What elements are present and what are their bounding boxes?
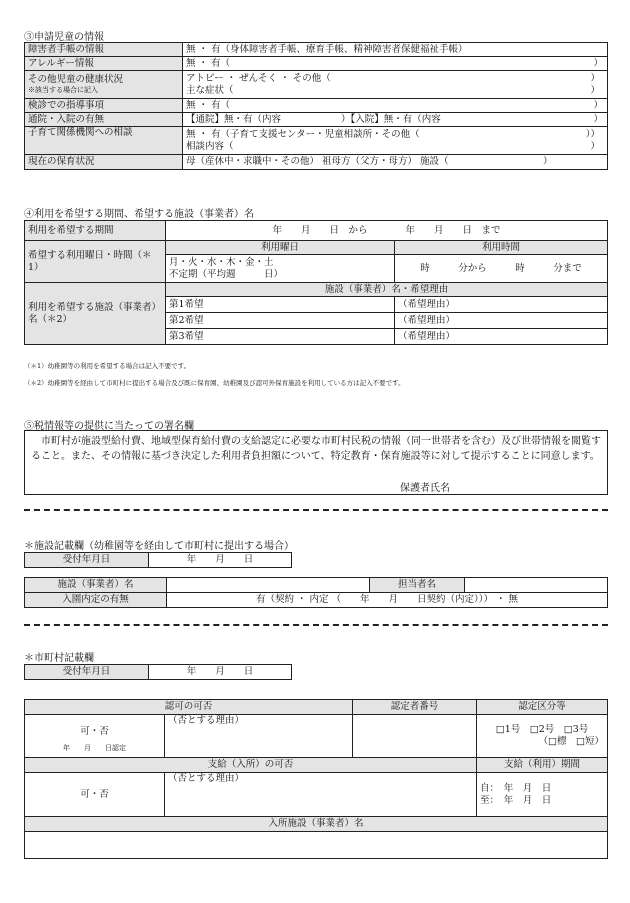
separator-2 [24,624,608,626]
reason-3[interactable]: （希望理由） [395,329,608,345]
header-facility: 施設（事業者）名・希望理由 [166,283,608,297]
choice-2[interactable]: 第2希望 [166,313,395,329]
label-disability: 障害者手帳の情報 [25,43,183,57]
cert-class-header: 認定区分等 [477,700,608,715]
cert-no-value[interactable] [353,715,477,758]
approve-reason[interactable]: （否とする理由） [165,715,353,758]
facility-date-table [24,552,292,568]
header-days: 利用曜日 [166,241,395,255]
value-time[interactable]: 時 分から 時 分まで [395,255,608,283]
approve-value[interactable]: 可・否 年 月 日認定 [25,715,165,758]
city-date-label: 受付年月日 [25,665,149,680]
label-hospital: 通院・入院の有無 [25,113,183,127]
value-allergy[interactable]: 無 ・ 有（ ） [183,57,608,71]
value-health[interactable]: アトピー ・ ぜんそく ・ その他（ ） 主な症状（ ） [183,71,608,99]
staff-value[interactable] [465,578,608,593]
pay-reason[interactable]: （否とする理由） [165,773,477,817]
pay-value[interactable]: 可・否 [25,773,165,817]
label-allergy: アレルギー情報 [25,57,183,71]
header-time: 利用時間 [395,241,608,255]
cert-no-header: 認定者番号 [353,700,477,715]
value-period[interactable]: 年 月 日 から 年 月 日 まで [166,221,608,241]
facility-date-label: 受付年月日 [25,553,149,568]
label-period: 利用を希望する期間 [25,221,166,241]
consent-text: 市町村が施設型給付費、地域型保育給付費の支給認定に必要な市町村民税の情報（同一世帯者を含む）及び世帯情報を閲覧すること。また、その情報に基づき決定した利用者負担額について、特定教育・保育施設等に対して提示することに同意します。 [31,436,601,462]
staff-label: 担当者名 [370,578,465,593]
section3-title: ③申請児童の情報 [24,32,104,43]
admission-label: 入園内定の有無 [25,593,167,608]
label-care: 現在の保育状況 [25,155,183,170]
period-value[interactable]: 自： 年 月 日 至： 年 月 日 [477,773,608,817]
choice-1[interactable]: 第1希望 [166,297,395,313]
choice-3[interactable]: 第3希望 [166,329,395,345]
facility-title: ＊施設記載欄（幼稚園等を経由して市町村に提出する場合） [24,541,294,552]
label-facility: 利用を希望する施設（事業者）名（＊2） [25,283,166,345]
value-days[interactable]: 月・火・水・木・金・土 不定期（平均週 日） [166,255,395,283]
reason-1[interactable]: （希望理由） [395,297,608,313]
value-disability[interactable]: 無 ・ 有（身体障害者手帳、療育手帳、精神障害者保健福祉手帳） [183,43,608,57]
label-consult: 子育て関係機関への相談 [25,127,183,155]
section4-title: ④利用を希望する期間、希望する施設（事業者）名 [24,209,254,220]
facility-table [24,577,608,608]
facility-date-value[interactable]: 年 月 日 [149,553,292,568]
facility-name-value[interactable] [167,578,370,593]
pay-header: 支給（入所）の可否 [25,758,477,773]
value-care[interactable]: 母（産休中・求職中・その他） 祖母方（父方・母方） 施設（ ） [183,155,608,170]
label-days: 希望する利用曜日・時間（＊1） [25,241,166,283]
period-table [24,220,608,345]
reason-2[interactable]: （希望理由） [395,313,608,329]
admission-value[interactable]: 有（契約 ・ 内定 （ 年 月 日契約（内定））） ・ 無 [167,593,608,608]
period-header: 支給（利用）期間 [477,758,608,773]
entry-value[interactable] [25,832,608,859]
value-hospital[interactable]: 【通院】無・有（内容 ）【入院】無・有（内容 ） [183,113,608,127]
city-date-value[interactable]: 年 月 日 [149,665,292,680]
city-date-table [24,664,292,680]
section5-title: ⑤税情報等の提供に当たっての署名欄 [24,421,194,432]
guardian-name-label: 保護者氏名 [400,483,450,494]
approve-header: 認可の可否 [25,700,353,715]
consent-box [24,430,608,495]
value-checkup[interactable]: 無 ・ 有（ ） [183,99,608,113]
label-checkup: 検診での指導事項 [25,99,183,113]
facility-name-label: 施設（事業者）名 [25,578,167,593]
entry-header: 入所施設（事業者）名 [25,817,608,832]
cert-class-value[interactable]: □1号 □2号 □3号 （□標 □短） [477,715,608,758]
label-health: その他児童の健康状況 ※該当する場合に記入 [25,71,183,99]
note-2: （＊2）幼稚園等を経由して市町村に提出する場合及び既に保育園、幼稚園及び認可外保育施設を利用している方は記入不要です。 [24,379,405,387]
value-consult[interactable]: 無 ・ 有（子育て支援センター・児童相談所・その他（ ）） 相談内容（ ） [183,127,608,155]
city-table [24,699,608,859]
note-1: （＊1）幼稚園等の利用を希望する場合は記入不要です。 [24,362,191,370]
separator-1 [24,509,608,511]
child-info-table [24,42,608,170]
city-title: ＊市町村記載欄 [24,653,94,664]
